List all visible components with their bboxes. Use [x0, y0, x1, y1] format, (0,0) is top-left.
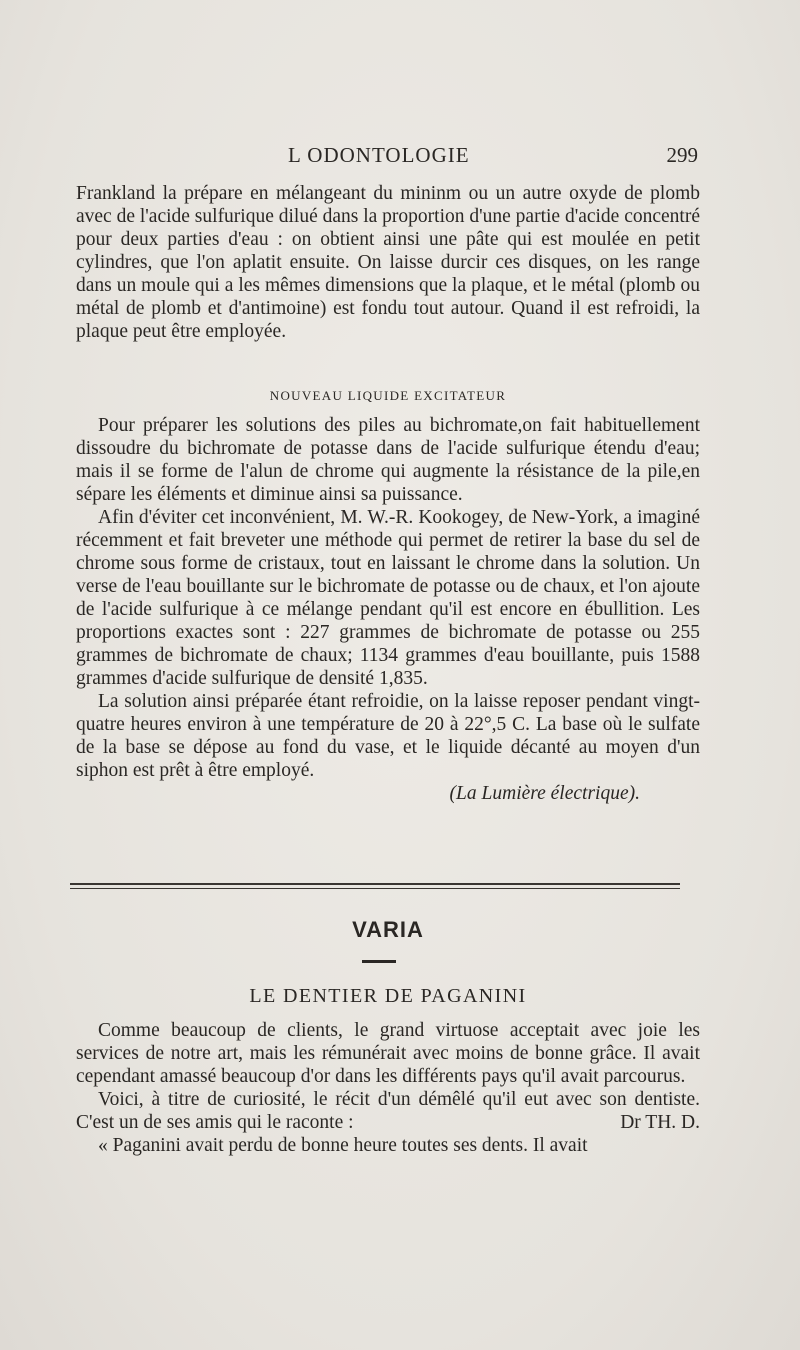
article-continuation — [76, 182, 700, 343]
paragraph-virtuose: Comme beaucoup de clients, le grand virtuose acceptait avec joie les services de notre art, mais les rémunérait avec moins de bonne grâce. Il avait cependant amassé beaucoup d'or dans les différents pays qu'il avait parcourus. — [76, 1020, 700, 1087]
paragraph-curiosite-text: Voici, à titre de curiosité, le récit d'un démêlé qu'il eut avec son dentiste. C'est un de ses amis qui le raconte : — [76, 1089, 700, 1133]
paragraph-refroidie: La solution ainsi préparée étant refroidie, on la laisse reposer pendant vingt-quatre heures environ à une température de 20 à 22°,5 C. La base où le sulfate de la base se dépose au fond du vase, et le liquide décanté au moyen d'un siphon est prêt à être employé. — [76, 691, 700, 781]
article-liquide-excitateur — [76, 414, 700, 805]
paragraph-kookogey: Afin d'éviter cet inconvénient, M. W.-R. Kookogey, de New-York, a imaginé récemment et fait breveter une méthode qui permet de retirer la base du sel de chrome sous forme de cristaux, tout en laissant le chrome dans la solution. Un verse de l'eau bouillante sur le bichromate de potasse ou de chaux, et l'on ajoute de l'acide sulfurique à ce mélange pendant qu'il est encore en ébullition. Les proportions exactes sont : 227 grammes de bichromate de potasse ou 255 grammes de bichromate de chaux; 1134 grammes d'eau bouillante, puis 1588 grammes d'acide sulfurique de densité 1,835. — [76, 507, 700, 689]
article-title-paganini: LE DENTIER DE PAGANINI — [249, 985, 527, 1007]
paragraph-frankland: Frankland la prépare en mélangeant du mininm ou un autre oxyde de plomb avec de l'acide sulfurique dilué dans la proportion d'une partie d'acide concentré pour deux parties d'eau : on obtient ainsi une pâte qui est moulée en petit cylindres, que l'on aplatit ensuite. On laisse durcir ces disques, on les range dans un moule qui a les mêmes dimensions que la plaque, et le métal (plomb ou métal de plomb et d'antimoine) est fondu tout autour. Quand il est refroidi, la plaque peut être employée. — [76, 183, 700, 342]
section-title-liquide: NOUVEAU LIQUIDE EXCITATEUR — [269, 388, 507, 403]
paragraph-paganini-dents: « Paganini avait perdu de bonne heure toutes ses dents. Il avait — [98, 1135, 588, 1156]
running-head — [78, 143, 698, 169]
running-title: L ODONTOLOGIE — [288, 143, 470, 167]
author-signature: Dr TH. D. — [620, 1112, 700, 1133]
varia-heading: VARIA — [352, 917, 424, 942]
paragraph-curiosite — [76, 1088, 700, 1134]
paragraph-solutions: Pour préparer les solutions des piles au bichromate,on fait habituellement dissoudre du bichromate de potasse dans de l'acide sulfurique étendu d'eau; mais il se forme de l'alun de chrome qui augmente la résistance de la pile,en sépare les éléments et diminue ainsi sa puissance. — [76, 415, 700, 505]
section-divider-top — [70, 883, 680, 885]
page-number: 299 — [666, 143, 698, 167]
heading-dash — [362, 960, 396, 963]
article-paganini — [76, 1019, 700, 1157]
section-divider-bottom — [70, 888, 680, 889]
citation-source: (La Lumière électrique). — [449, 783, 640, 804]
